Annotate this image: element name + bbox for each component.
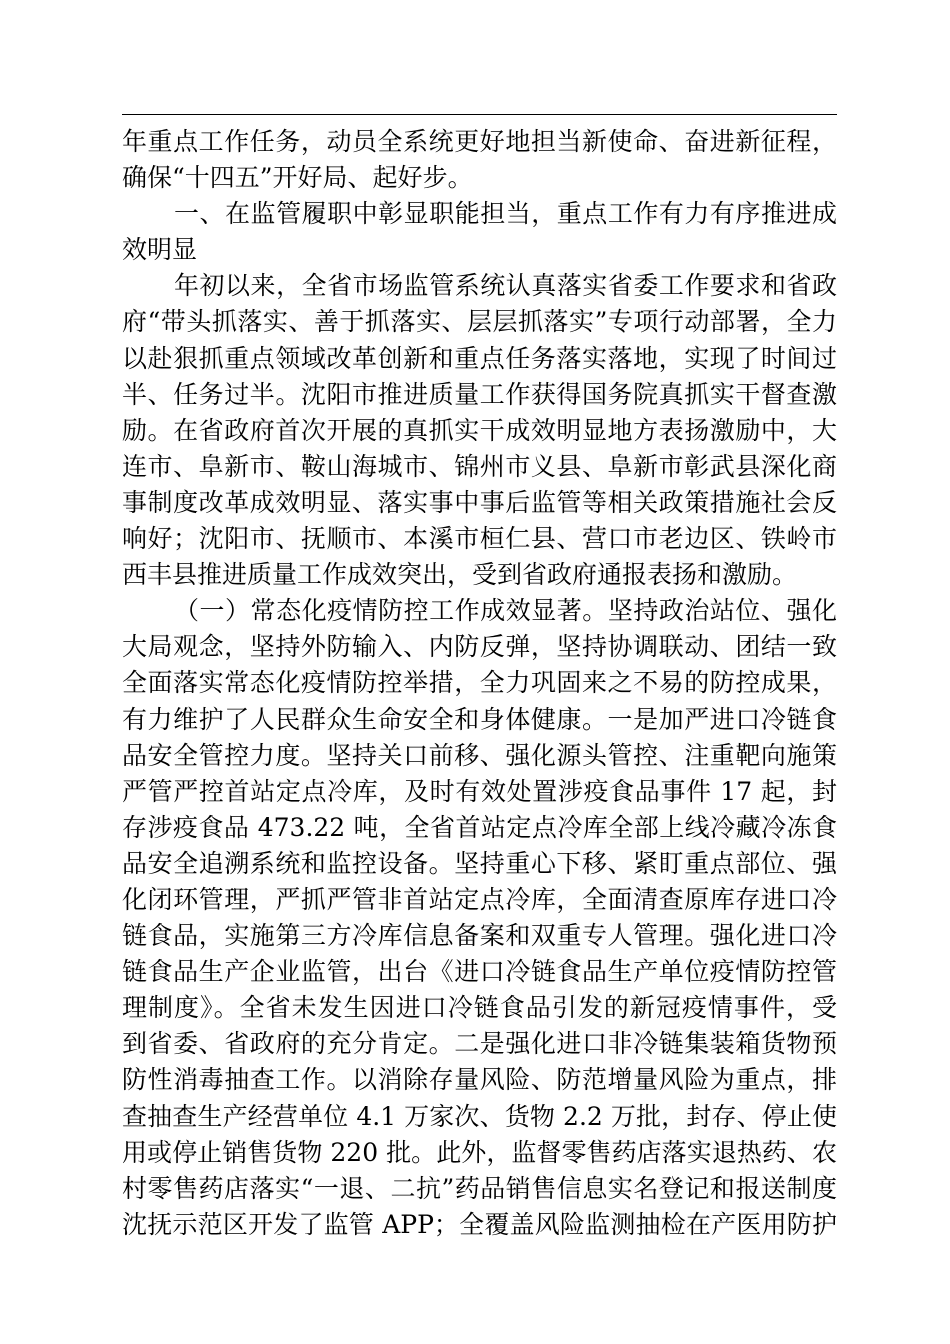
text-line: 村零售药店落实“一退、二抗”药品销售信息实名登记和报送制度 <box>122 1173 837 1203</box>
text-line: 有力维护了人民群众生命安全和身体健康。一是加严进口冷链食 <box>122 704 837 734</box>
text-line: 存涉疫食品 473.22 吨，全省首站定点冷库全部上线冷藏冷冻食 <box>122 812 837 842</box>
text-line: 链食品生产企业监管，出台《进口冷链食品生产单位疫情防控管 <box>122 957 837 987</box>
paragraph <box>122 593 837 1243</box>
text-line: 西丰县推进质量工作成效突出，受到省政府通报表扬和激励。 <box>122 560 798 590</box>
document-body <box>122 124 837 1243</box>
text-line: 响好；沈阳市、抚顺市、本溪市桓仁县、营口市老边区、铁岭市 <box>122 524 837 554</box>
text-line: 以赴狠抓重点领域改革创新和重点任务落实落地，实现了时间过 <box>122 343 837 373</box>
text-line: 励。在省政府首次开展的真抓实干成效明显地方表扬激励中，大 <box>122 415 837 445</box>
text-line: 理制度》。全省未发生因进口冷链食品引发的新冠疫情事件，受 <box>122 993 837 1023</box>
text-line: 防性消毒抽查工作。以消除存量风险、防范增量风险为重点，排 <box>122 1065 837 1095</box>
text-line: 连市、阜新市、鞍山海城市、锦州市义县、阜新市彰武县深化商 <box>122 451 837 481</box>
paragraph <box>122 124 837 196</box>
text-line: 到省委、省政府的充分肯定。二是强化进口非冷链集装箱货物预 <box>122 1029 837 1059</box>
text-line: 链食品，实施第三方冷库信息备案和双重专人管理。强化进口冷 <box>122 921 837 951</box>
text-line: 确保“十四五”开好局、起好步。 <box>122 163 473 193</box>
text-line: 年初以来，全省市场监管系统认真落实省委工作要求和省政 <box>174 271 837 301</box>
text-line: 品安全管控力度。坚持关口前移、强化源头管控、注重靶向施策 <box>122 740 837 770</box>
text-line: （一）常态化疫情防控工作成效显著。坚持政治站位、强化 <box>174 596 837 626</box>
text-line: 查抽查生产经营单位 4.1 万家次、货物 2.2 万批，封存、停止使 <box>122 1101 837 1131</box>
text-line: 严管严控首站定点冷库，及时有效处置涉疫食品事件 17 起，封 <box>122 776 837 806</box>
text-line: 全面落实常态化疫情防控举措，全力巩固来之不易的防控成果， <box>122 668 837 698</box>
text-line: 半、任务过半。沈阳市推进质量工作获得国务院真抓实干督查激 <box>122 379 837 409</box>
header-rule <box>122 114 837 115</box>
text-line: 沈抚示范区开发了监管 APP；全覆盖风险监测抽检在产医用防护 <box>122 1209 837 1239</box>
paragraph <box>122 268 837 593</box>
text-line: 年重点工作任务，动员全系统更好地担当新使命、奋进新征程， <box>122 127 837 156</box>
text-line: 一、在监管履职中彰显职能担当，重点工作有力有序推进成 <box>174 199 837 229</box>
text-line: 品安全追溯系统和监控设备。坚持重心下移、紧盯重点部位、强 <box>122 848 837 878</box>
section-heading <box>122 196 837 268</box>
text-line: 大局观念，坚持外防输入、内防反弹，坚持协调联动、团结一致 <box>122 632 837 662</box>
text-line: 化闭环管理，严抓严管非首站定点冷库，全面清查原库存进口冷 <box>122 884 837 914</box>
text-line: 事制度改革成效明显、落实事中事后监管等相关政策措施社会反 <box>122 487 837 517</box>
text-line: 效明显 <box>122 235 198 265</box>
text-line: 用或停止销售货物 220 批。此外，监督零售药店落实退热药、农 <box>122 1137 837 1167</box>
text-line: 府“带头抓落实、善于抓落实、层层抓落实”专项行动部署，全力 <box>122 307 837 337</box>
